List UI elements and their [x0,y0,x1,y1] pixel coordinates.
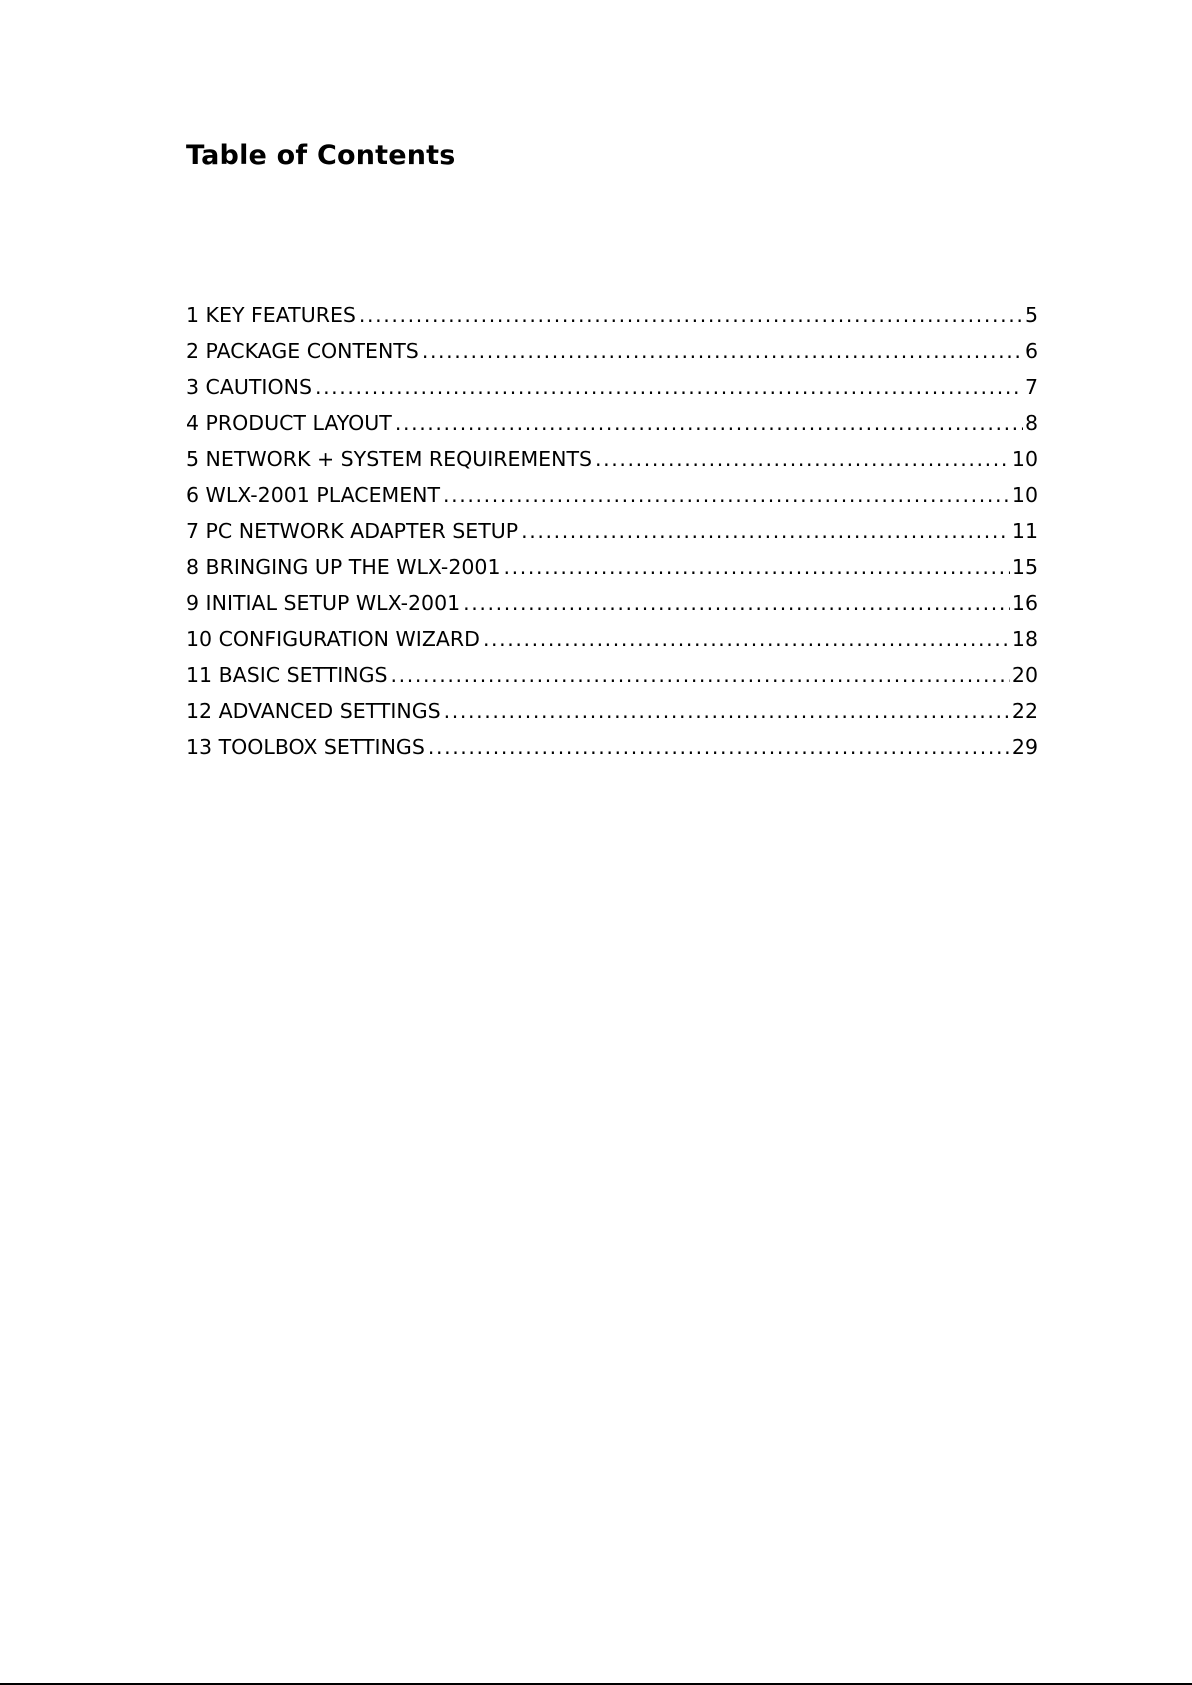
toc-leader-dots [395,408,1023,438]
toc-entry[interactable] [186,660,1038,696]
toc-entry[interactable] [186,624,1038,660]
toc-entry-label: 5 NETWORK + SYSTEM REQUIREMENTS [186,447,592,471]
toc-entry-label: 7 PC NETWORK ADAPTER SETUP [186,519,519,543]
toc-entry-page: 8 [1024,411,1038,435]
toc-entry[interactable] [186,588,1038,624]
toc-leader-dots [315,372,1023,402]
toc-entry-page: 20 [1011,663,1038,687]
toc-entry[interactable] [186,480,1038,516]
toc-leader-dots [463,588,1010,618]
toc-entry[interactable] [186,408,1038,444]
toc-entry-page: 29 [1011,735,1038,759]
toc-entry[interactable] [186,336,1038,372]
toc-entry-page: 18 [1011,627,1038,651]
toc-entry-label: 3 CAUTIONS [186,375,312,399]
toc-entry[interactable] [186,696,1038,732]
toc-leader-dots [359,300,1023,330]
toc-leader-dots [504,552,1010,582]
toc-entry-page: 10 [1011,447,1038,471]
toc-leader-dots [521,516,1010,546]
toc-entry[interactable] [186,300,1038,336]
toc-entry-page: 16 [1011,591,1038,615]
toc-entry-label: 1 KEY FEATURES [186,303,356,327]
toc-entry[interactable] [186,732,1038,768]
toc-leader-dots [422,336,1023,366]
toc-entry-page: 10 [1011,483,1038,507]
toc-leader-dots [595,444,1010,474]
toc-entry-label: 2 PACKAGE CONTENTS [186,339,419,363]
toc-entry-label: 11 BASIC SETTINGS [186,663,388,687]
toc-entry-page: 5 [1024,303,1038,327]
page-title: Table of Contents [186,140,456,171]
toc-entry-page: 15 [1011,555,1038,579]
toc-entry[interactable] [186,552,1038,588]
toc-leader-dots [444,696,1010,726]
toc-entry-label: 8 BRINGING UP THE WLX-2001 [186,555,501,579]
toc-entry-label: 9 INITIAL SETUP WLX-2001 [186,591,461,615]
toc-entry-label: 6 WLX-2001 PLACEMENT [186,483,441,507]
toc-entry-label: 12 ADVANCED SETTINGS [186,699,441,723]
toc-entry[interactable] [186,372,1038,408]
toc-entry[interactable] [186,444,1038,480]
toc-entry-page: 6 [1024,339,1038,363]
toc-entry-label: 10 CONFIGURATION WIZARD [186,627,480,651]
toc-entry[interactable] [186,516,1038,552]
toc-leader-dots [428,732,1010,762]
toc-list [186,300,1038,768]
toc-entry-page: 7 [1024,375,1038,399]
toc-entry-page: 11 [1011,519,1038,543]
toc-leader-dots [483,624,1010,654]
toc-entry-page: 22 [1011,699,1038,723]
toc-entry-label: 4 PRODUCT LAYOUT [186,411,392,435]
toc-entry-label: 13 TOOLBOX SETTINGS [186,735,425,759]
toc-leader-dots [391,660,1010,690]
toc-leader-dots [443,480,1010,510]
